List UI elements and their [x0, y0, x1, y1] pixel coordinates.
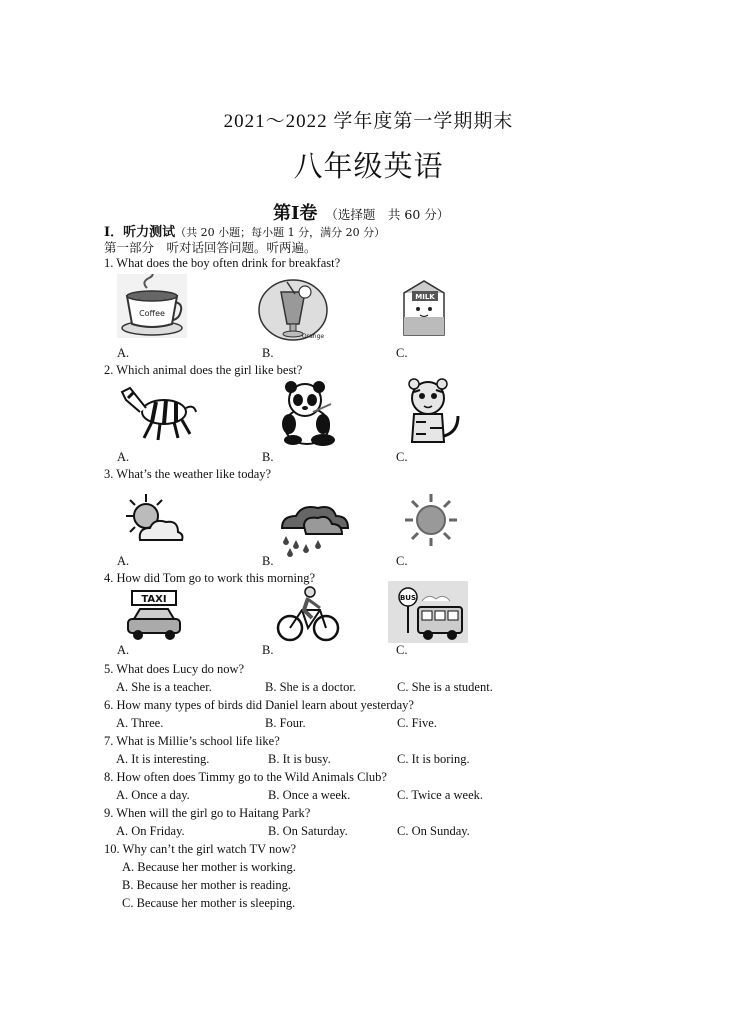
q8-option-a: A. Once a day.: [116, 788, 190, 802]
exam-title: 2021～2022 学年度第一学期期末: [223, 111, 514, 132]
section-note: （共 20 小题；每小题 1 分，满分 20 分）: [175, 226, 386, 239]
q6-option-c: C. Five.: [397, 716, 437, 730]
q10-option-a: A. Because her mother is working.: [122, 860, 296, 874]
q4-option-b: B.: [262, 643, 274, 657]
q1-option-a: A.: [117, 346, 130, 360]
q5-option-a: A. She is a teacher.: [116, 680, 212, 694]
taxi-icon: [124, 589, 184, 643]
q5-option-b: B. She is a doctor.: [265, 680, 356, 694]
tiger-icon: [400, 378, 464, 448]
coffee-label: Coffee: [139, 309, 165, 318]
q5-option-c: C. She is a student.: [397, 680, 493, 694]
q8-option-b: B. Once a week.: [268, 788, 351, 802]
q7-option-c: C. It is boring.: [397, 752, 470, 766]
bus-icon: [388, 581, 468, 643]
q9-option-b: B. On Saturday.: [268, 824, 348, 838]
coffee-cup-icon: [117, 274, 187, 338]
section-title: Ⅰ．听力测试: [104, 225, 176, 240]
sun-icon: [402, 492, 460, 548]
volume-label: 第Ⅰ卷: [273, 203, 318, 224]
panda-icon: [277, 380, 339, 446]
question-9: 9. When will the girl go to Haitang Park?: [104, 806, 311, 820]
sun-cloud-icon: [120, 492, 186, 548]
taxi-label: TAXI: [141, 594, 167, 605]
q2-option-a: A.: [117, 450, 130, 464]
question-3: 3. What’s the weather like today?: [104, 467, 272, 481]
question-6: 6. How many types of birds did Daniel learn about yesterday?: [104, 698, 414, 712]
q4-option-c: C.: [396, 643, 408, 657]
question-8: 8. How often does Timmy go to the Wild Animals Club?: [104, 770, 387, 784]
q7-option-b: B. It is busy.: [268, 752, 331, 766]
q6-option-a: A. Three.: [116, 716, 164, 730]
orange-juice-icon: [257, 278, 329, 342]
milk-carton-icon: [398, 277, 450, 339]
exam-subject: 八年级英语: [293, 149, 444, 183]
question-1: 1. What does the boy often drink for breakfast?: [104, 256, 341, 270]
bicycle-icon: [276, 586, 340, 644]
milk-label: MILK: [415, 293, 435, 301]
orange-label: Orange: [301, 333, 325, 340]
question-10: 10. Why can’t the girl watch TV now?: [104, 842, 297, 856]
q6-option-b: B. Four.: [265, 716, 306, 730]
q2-option-c: C.: [396, 450, 408, 464]
q8-option-c: C. Twice a week.: [397, 788, 484, 802]
question-5: 5. What does Lucy do now?: [104, 662, 245, 676]
q1-option-c: C.: [396, 346, 408, 360]
q3-option-a: A.: [117, 554, 130, 568]
question-7: 7. What is Millie’s school life like?: [104, 734, 280, 748]
question-4: 4. How did Tom go to work this morning?: [104, 571, 316, 585]
question-2: 2. Which animal does the girl like best?: [104, 363, 303, 377]
q10-option-c: C. Because her mother is sleeping.: [122, 896, 296, 910]
part-instruction: 第一部分 听对话回答问题。听两遍。: [104, 240, 317, 255]
q3-option-b: B.: [262, 554, 274, 568]
rain-cloud-icon: [278, 502, 350, 558]
q4-option-a: A.: [117, 643, 130, 657]
q1-option-b: B.: [262, 346, 274, 360]
q10-option-b: B. Because her mother is reading.: [122, 878, 292, 892]
q3-option-c: C.: [396, 554, 408, 568]
zebra-icon: [116, 378, 198, 444]
q7-option-a: A. It is interesting.: [116, 752, 210, 766]
q9-option-c: C. On Sunday.: [397, 824, 470, 838]
q2-option-b: B.: [262, 450, 274, 464]
volume-note: （选择题 共 60 分）: [325, 207, 450, 222]
bus-sign-label: BUS: [399, 594, 417, 602]
q9-option-a: A. On Friday.: [116, 824, 185, 838]
